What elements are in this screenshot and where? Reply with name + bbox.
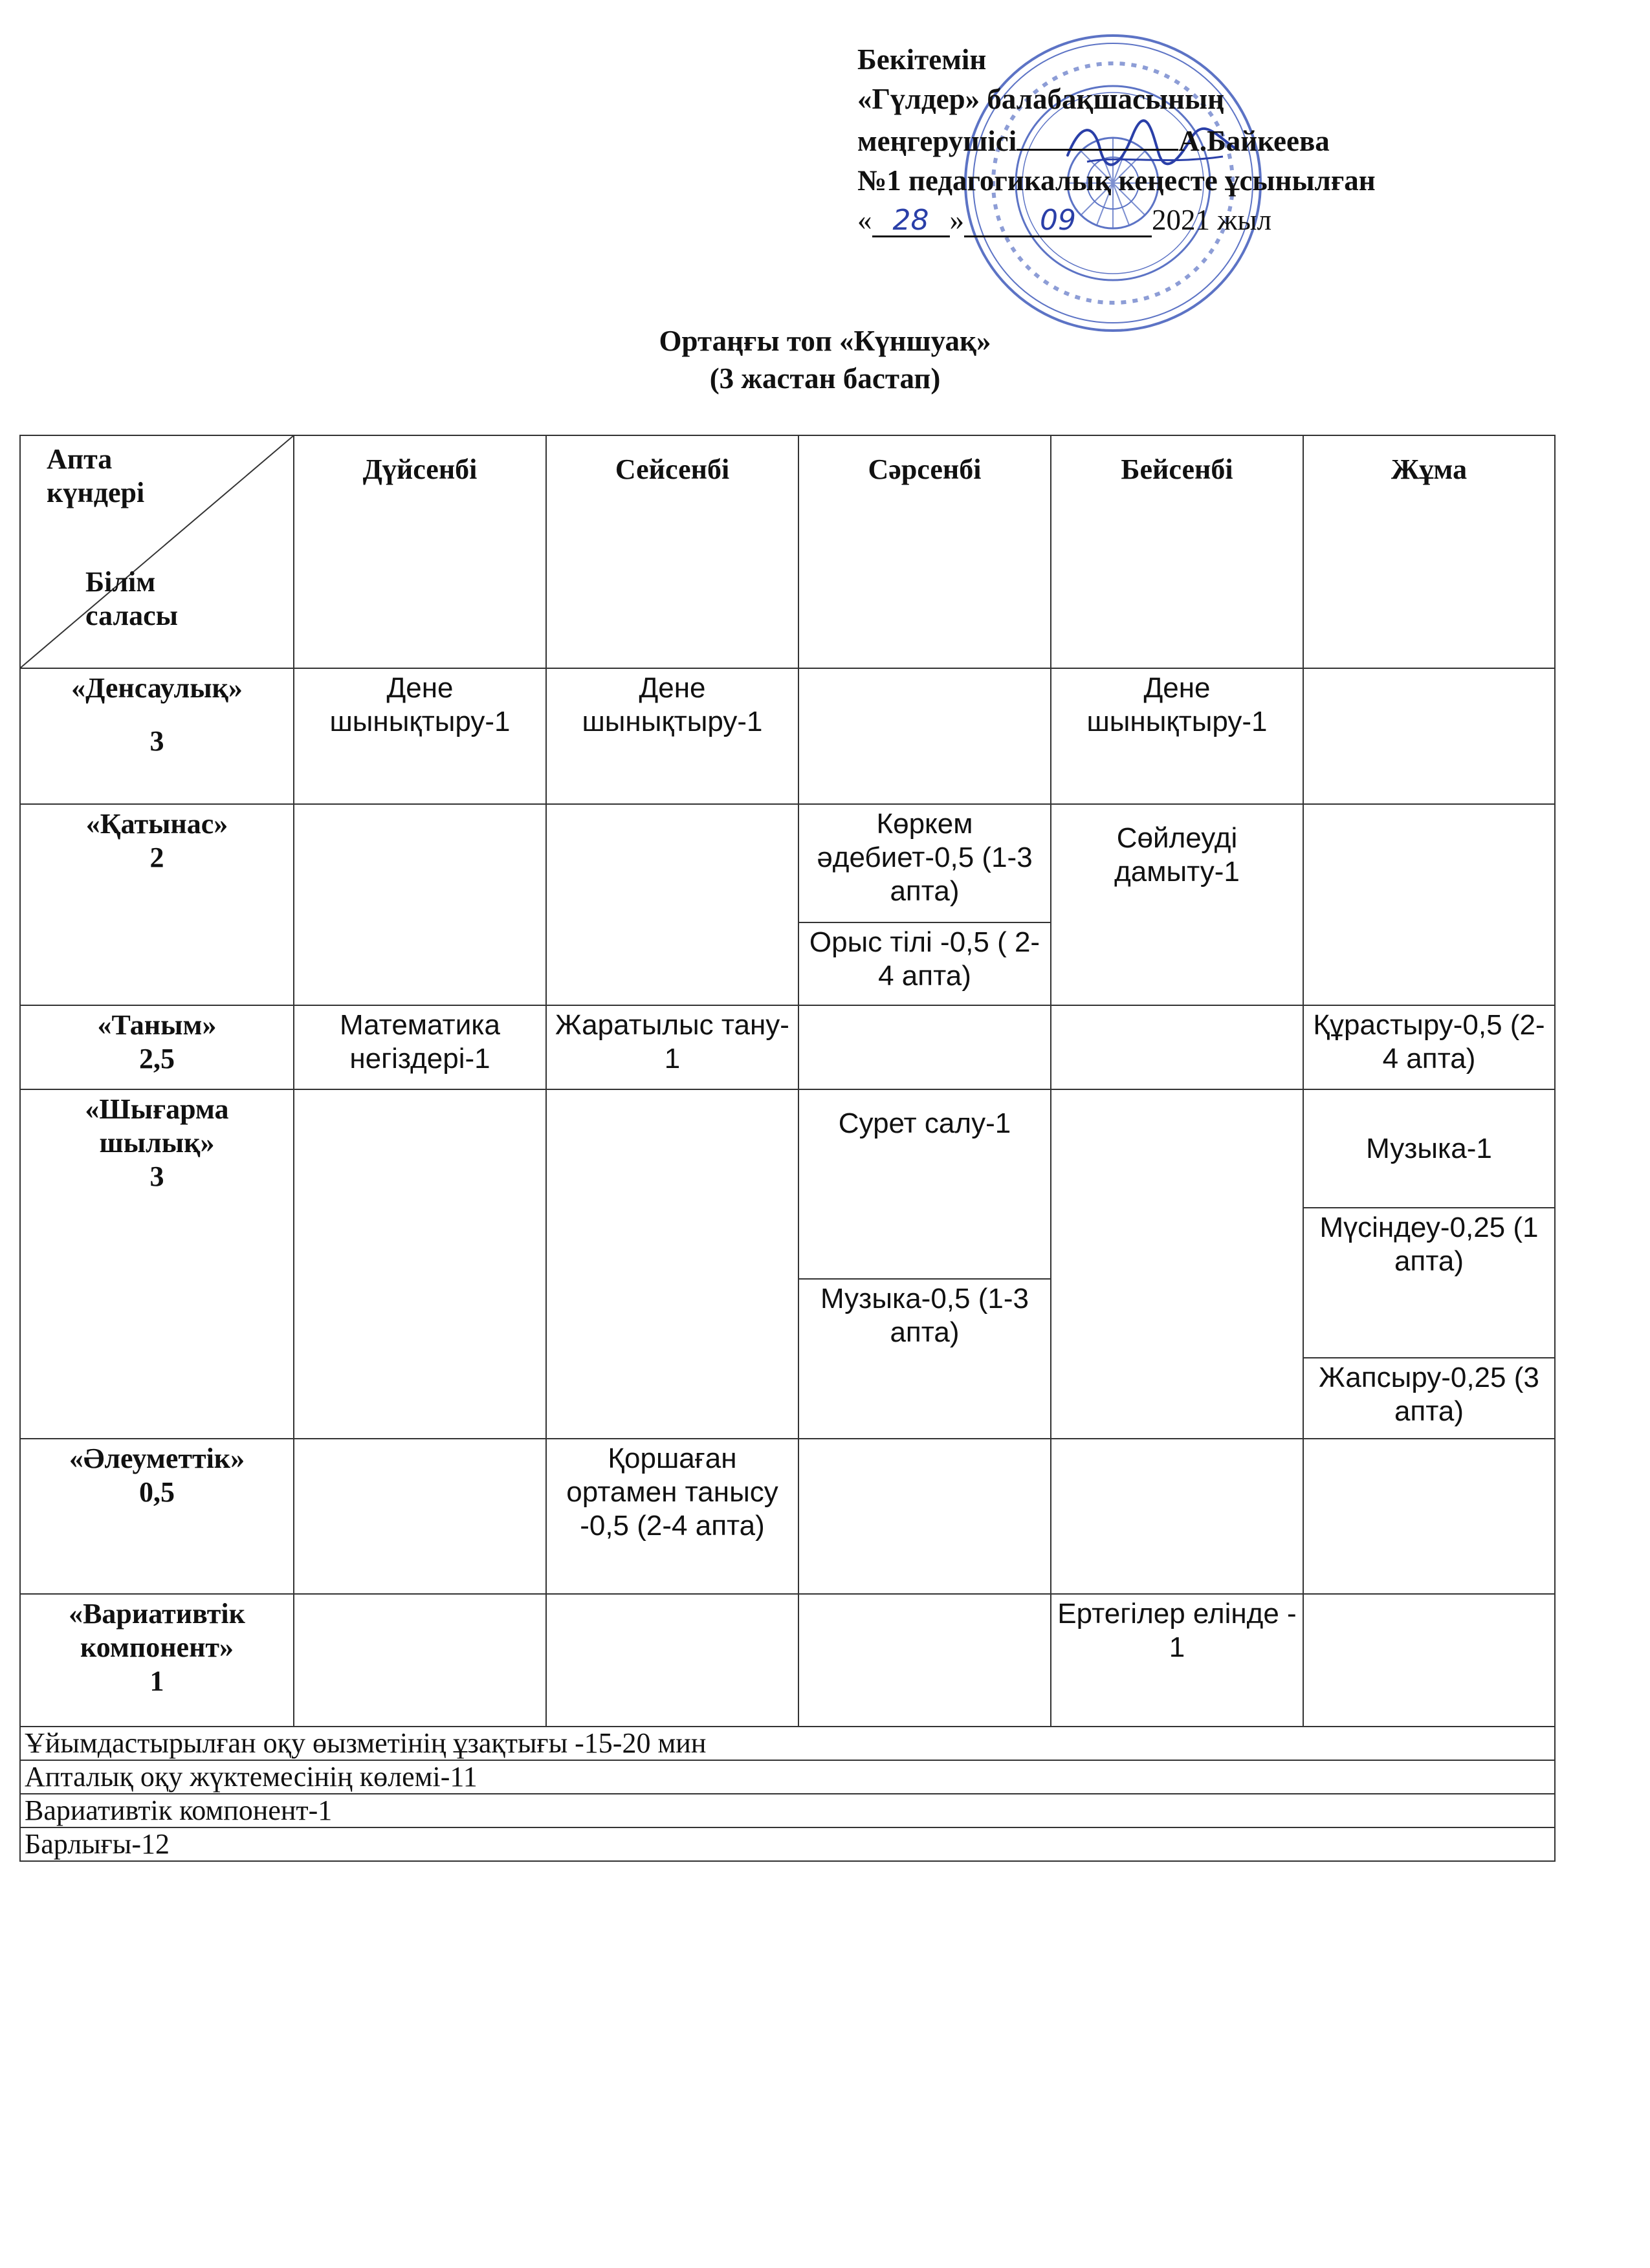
approval-title: Бекітемін [857, 43, 987, 76]
corner-area-label: Білім саласы [85, 566, 179, 631]
cell-katynas-thu: Сөйлеуді дамыту-1 [1051, 804, 1303, 1005]
footer-weekly-load: Апталық оқу жүктемесінің көлемі-11 [20, 1760, 1555, 1794]
area-tanym [20, 1005, 294, 1089]
header-row [20, 435, 1555, 668]
corner-weekdays-label: Апта күндері [47, 443, 145, 508]
area-hours: 1 [149, 1665, 164, 1697]
cell-shygarma-wed-b: Музыка-0,5 (1-3 апта) [798, 1279, 1051, 1439]
area-label: «Қатынас» [85, 808, 228, 840]
cell-variativ-fri [1303, 1594, 1555, 1727]
cell-aleumettik-fri [1303, 1439, 1555, 1594]
cell-katynas-mon [294, 804, 546, 1005]
cell-variativ-tue [546, 1594, 798, 1727]
cell-katynas-tue [546, 804, 798, 1005]
area-aleumettik [20, 1439, 294, 1594]
area-hours: 2 [149, 842, 164, 873]
area-hours: 0,5 [139, 1476, 175, 1508]
day-header-monday: Дүйсенбі [294, 435, 546, 668]
area-hours: 3 [149, 725, 164, 757]
cell-aleumettik-wed [798, 1439, 1051, 1594]
head-name: А.Байкеева [1178, 125, 1330, 157]
cell-densaulyk-wed [798, 668, 1051, 804]
area-katynas [20, 804, 294, 1005]
document-titles [0, 322, 1650, 397]
cell-densaulyk-tue: Дене шынықтыру-1 [546, 668, 798, 804]
area-densaulyk [20, 668, 294, 804]
table-row [20, 1439, 1555, 1594]
table-row [20, 1089, 1555, 1208]
council-line: №1 педагогикалық кеңесте ұсынылған [857, 164, 1376, 197]
cell-variativ-mon [294, 1594, 546, 1727]
day-header-tuesday: Сейсенбі [546, 435, 798, 668]
area-hours: 3 [149, 1161, 164, 1192]
close-quote: » [949, 204, 964, 236]
kindergarten-name: «Гүлдер» балабақшасының [857, 83, 1225, 115]
area-label: «Вариативтік компонент» [69, 1598, 245, 1663]
cell-shygarma-wed-a: Сурет салу-1 [798, 1089, 1051, 1279]
cell-variativ-wed [798, 1594, 1051, 1727]
cell-densaulyk-thu: Дене шынықтыру-1 [1051, 668, 1303, 804]
table-row [20, 1594, 1555, 1727]
day-handwritten: 28 [872, 206, 950, 237]
day-header-wednesday: Сәрсенбі [798, 435, 1051, 668]
area-shygarma [20, 1089, 294, 1439]
cell-shygarma-fri-b: Мүсіндеу-0,25 (1 апта) [1303, 1208, 1555, 1358]
weekly-schedule-table [19, 435, 1556, 1862]
cell-densaulyk-mon: Дене шынықтыру-1 [294, 668, 546, 804]
cell-katynas-fri [1303, 804, 1555, 1005]
date-line [857, 201, 1556, 240]
cell-katynas-wed-a: Көркем әдебиет-0,5 (1-3 апта) [798, 804, 1051, 922]
table-row [20, 1005, 1555, 1089]
cell-shygarma-thu [1051, 1089, 1303, 1439]
open-quote: « [857, 204, 872, 236]
footer-total: Барлығы-12 [20, 1827, 1555, 1861]
cell-tanym-fri: Құрастыру-0,5 (2-4 апта) [1303, 1005, 1555, 1089]
cell-katynas-wed-b: Орыс тілі -0,5 ( 2-4 апта) [798, 922, 1051, 1005]
cell-tanym-mon: Математика негіздері-1 [294, 1005, 546, 1089]
cell-variativ-thu: Ертегілер елінде - 1 [1051, 1594, 1303, 1727]
area-label: «Шығарма шылық» [85, 1093, 229, 1159]
footer-row-total [20, 1827, 1555, 1861]
day-header-thursday: Бейсенбі [1051, 435, 1303, 668]
cell-shygarma-tue [546, 1089, 798, 1439]
age-subtitle: (3 жастан бастап) [709, 362, 941, 395]
cell-tanym-tue: Жаратылыс тану- 1 [546, 1005, 798, 1089]
cell-shygarma-mon [294, 1089, 546, 1439]
day-header-friday: Жұма [1303, 435, 1555, 668]
head-label: меңгерушісі [857, 125, 1017, 157]
table-row [20, 668, 1555, 804]
footer-row-weekly-load [20, 1760, 1555, 1794]
area-label: «Денсаулық» [71, 672, 243, 704]
corner-header-cell [20, 435, 294, 668]
area-variativ [20, 1594, 294, 1727]
year: 2021 жыл [1152, 204, 1272, 236]
cell-shygarma-fri-a: Музыка-1 [1303, 1089, 1555, 1208]
footer-row-variative [20, 1794, 1555, 1827]
cell-tanym-wed [798, 1005, 1051, 1089]
cell-aleumettik-tue: Қоршаған ортамен танысу -0,5 (2-4 апта) [546, 1439, 798, 1594]
area-label: «Таным» [97, 1009, 217, 1041]
table-row [20, 804, 1555, 922]
footer-row-duration [20, 1727, 1555, 1760]
month-handwritten: 09 [964, 206, 1152, 237]
cell-aleumettik-thu [1051, 1439, 1303, 1594]
approval-block [857, 40, 1556, 240]
footer-variative: Вариативтік компонент-1 [20, 1794, 1555, 1827]
area-label: «Әлеуметтік» [69, 1443, 245, 1474]
cell-densaulyk-fri [1303, 668, 1555, 804]
head-line [857, 119, 1556, 161]
group-title: Ортаңғы топ «Күншуақ» [659, 325, 991, 357]
cell-shygarma-fri-c: Жапсыру-0,25 (3 апта) [1303, 1358, 1555, 1439]
signature-line [1017, 119, 1178, 151]
area-hours: 2,5 [139, 1043, 175, 1074]
cell-aleumettik-mon [294, 1439, 546, 1594]
cell-tanym-thu [1051, 1005, 1303, 1089]
footer-duration: Ұйымдастырылған оқу өызметінің ұзақтығы -15-20 мин [20, 1727, 1555, 1760]
